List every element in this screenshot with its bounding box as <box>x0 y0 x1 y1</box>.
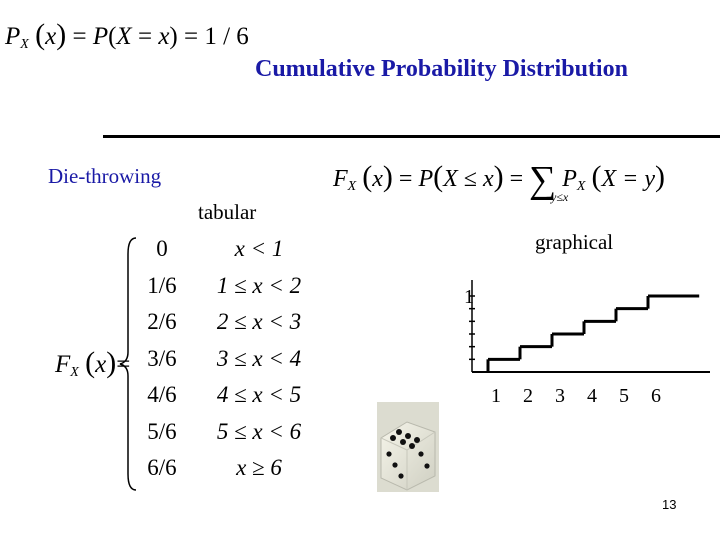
cdf-value: 3/6 <box>147 345 177 371</box>
cdf-table-row <box>132 346 322 382</box>
cdf-table-row <box>132 236 322 272</box>
title-divider <box>103 135 720 138</box>
x-tick-label: 2 <box>523 385 533 407</box>
x-tick-label: 1 <box>491 385 501 407</box>
chart-x-ticks <box>491 385 661 407</box>
cdf-condition: 3 ≤ x < 4 <box>216 345 302 371</box>
x-tick-label: 5 <box>619 385 629 407</box>
die-throwing-label: Die-throwing <box>48 164 162 188</box>
cdf-condition: 4 ≤ x < 5 <box>216 382 302 407</box>
page-number: 13 <box>662 497 677 512</box>
cdf-table-row <box>132 455 322 491</box>
cdf-value: 2/6 <box>147 309 177 334</box>
pmf-formula: $P_X$ (x) = P(X = x) = 1 / 6 <box>5 18 249 52</box>
slide-title: Cumulative Probability Distribution <box>255 56 628 82</box>
cdf-step-chart <box>440 260 710 410</box>
x-tick-label: 3 <box>555 385 565 407</box>
cdf-value: 6/6 <box>147 455 177 480</box>
cdf-table-row <box>132 382 322 418</box>
graphical-label: graphical <box>535 230 614 254</box>
cdf-value: 5/6 <box>147 418 177 444</box>
cdf-table-row <box>132 419 322 455</box>
cdf-condition: 1 ≤ x < 2 <box>216 272 302 298</box>
x-tick-label: 6 <box>651 385 661 407</box>
cdf-table-row <box>132 309 322 345</box>
cdf-lhs: $F_X$ (x)= <box>55 346 131 380</box>
x-tick-label: 4 <box>587 385 597 407</box>
cdf-condition: x ≥ 6 <box>236 455 282 480</box>
y-tick-label: 1 <box>464 286 474 308</box>
cdf-condition: 2 ≤ x < 3 <box>216 309 302 334</box>
tabular-label: tabular <box>198 200 257 224</box>
cdf-value: 4/6 <box>147 382 177 407</box>
chart-steps <box>488 296 699 372</box>
cdf-table-row <box>132 273 322 309</box>
die-icon <box>377 402 439 492</box>
cdf-value: 0 <box>156 236 168 261</box>
cdf-condition: 5 ≤ x < 6 <box>216 418 302 444</box>
cdf-formula: $F_X$ (x) = P(X ≤ x) = ∑ y≤x $P_X$ (X = y) <box>333 159 665 204</box>
cdf-value: 1/6 <box>147 272 177 298</box>
cdf-condition: x < 1 <box>234 236 284 261</box>
